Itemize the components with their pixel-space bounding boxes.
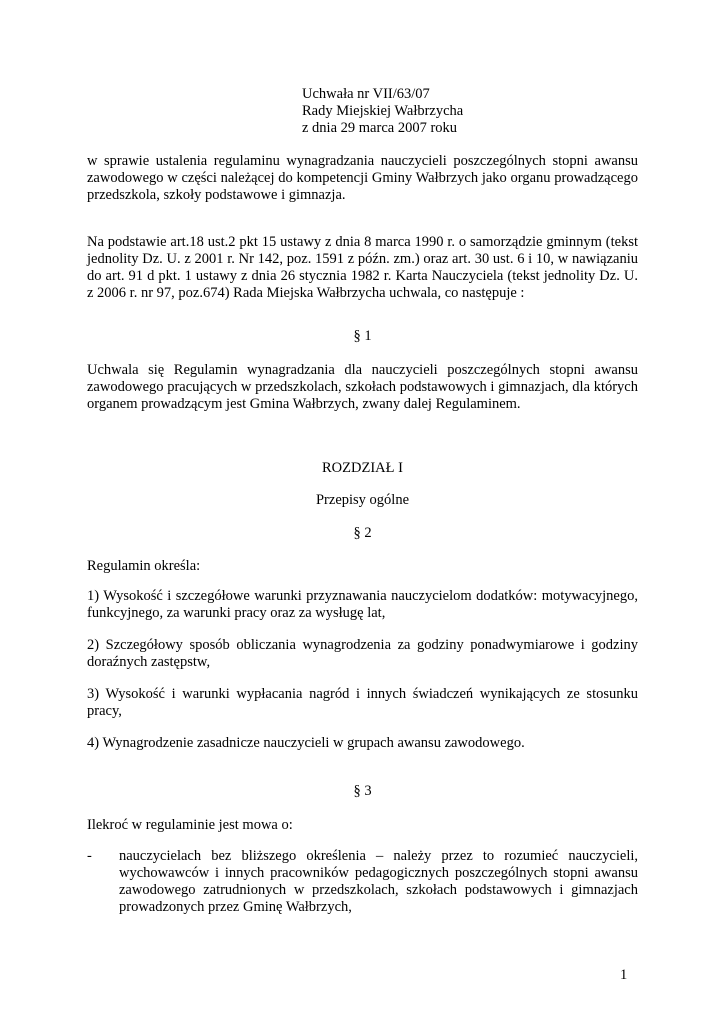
page-number: 1 [620, 967, 628, 983]
list-item: 4) Wynagrodzenie zasadnicze nauczycieli w grupach awansu zawodowego. [87, 735, 525, 751]
resolution-subject: w sprawie ustalenia regulaminu wynagradzania nauczycieli poszczególnych stopni awansu zawodowego w części należącej do kompetencji Gminy Wałbrzych jako organu prowadzącego przedszkola, szkoły podstawowe i gimnazja. [87, 153, 638, 203]
list-item: 2) Szczegółowy sposób obliczania wynagrodzenia za godziny ponadwymiarowe i godziny doraźnych zastępstw, [87, 637, 638, 670]
list-bullet-dash: - [87, 848, 92, 864]
list-item: 3) Wysokość i warunki wypłacania nagród i innych świadczeń wynikających ze stosunku pracy, [87, 686, 638, 719]
chapter-title: ROZDZIAŁ I [322, 460, 403, 476]
resolution-number: Uchwała nr VII/63/07 [302, 86, 430, 102]
section-2-intro: Regulamin określa: [87, 558, 201, 574]
list-item: nauczycielach bez bliższego określenia – należy przez to rozumieć nauczycieli, wychowawców i innych pracowników pedagogicznych poszczególnych stopni awansu zawodowego zatrudnionych w przedszkolach, szkołach podstawowych i gimnazjach prowadzonych przez Gminę Wałbrzych, [119, 848, 638, 915]
section-3-intro: Ilekroć w regulaminie jest mowa o: [87, 817, 293, 833]
council-name: Rady Miejskiej Wałbrzycha [302, 103, 464, 119]
section-3-title: § 3 [353, 783, 372, 799]
section-1-title: § 1 [353, 328, 372, 344]
legal-basis-paragraph: Na podstawie art.18 ust.2 pkt 15 ustawy z dnia 8 marca 1990 r. o samorządzie gminnym (tekst jednolity Dz. U. z 2001 r. Nr 142, poz. 1591 z późn. zm.) oraz art. 30 ust. 6 i 10, w nawiązaniu do art. 91 d pkt. 1 ustawy z dnia 26 stycznia 1982 r. Karta Nauczyciela (tekst jednolity Dz. U. z 2006 r. nr 97, poz.674) Rada Miejska Wałbrzycha uchwala, co następuje : [87, 234, 638, 301]
resolution-date: z dnia 29 marca 2007 roku [302, 120, 458, 136]
section-2-title: § 2 [353, 525, 372, 541]
list-item: 1) Wysokość i szczegółowe warunki przyznawania nauczycielom dodatków: motywacyjnego, funkcyjnego, za warunki pracy oraz za wysługę lat, [87, 588, 638, 621]
resolution-header [302, 86, 463, 137]
section-1-text: Uchwala się Regulamin wynagradzania dla nauczycieli poszczególnych stopni awansu zawodowego pracujących w przedszkolach, szkołach podstawowych i gimnazjach, dla których organem prowadzącym jest Gmina Wałbrzych, zwany dalej Regulaminem. [87, 362, 638, 412]
chapter-subtitle: Przepisy ogólne [315, 492, 410, 508]
